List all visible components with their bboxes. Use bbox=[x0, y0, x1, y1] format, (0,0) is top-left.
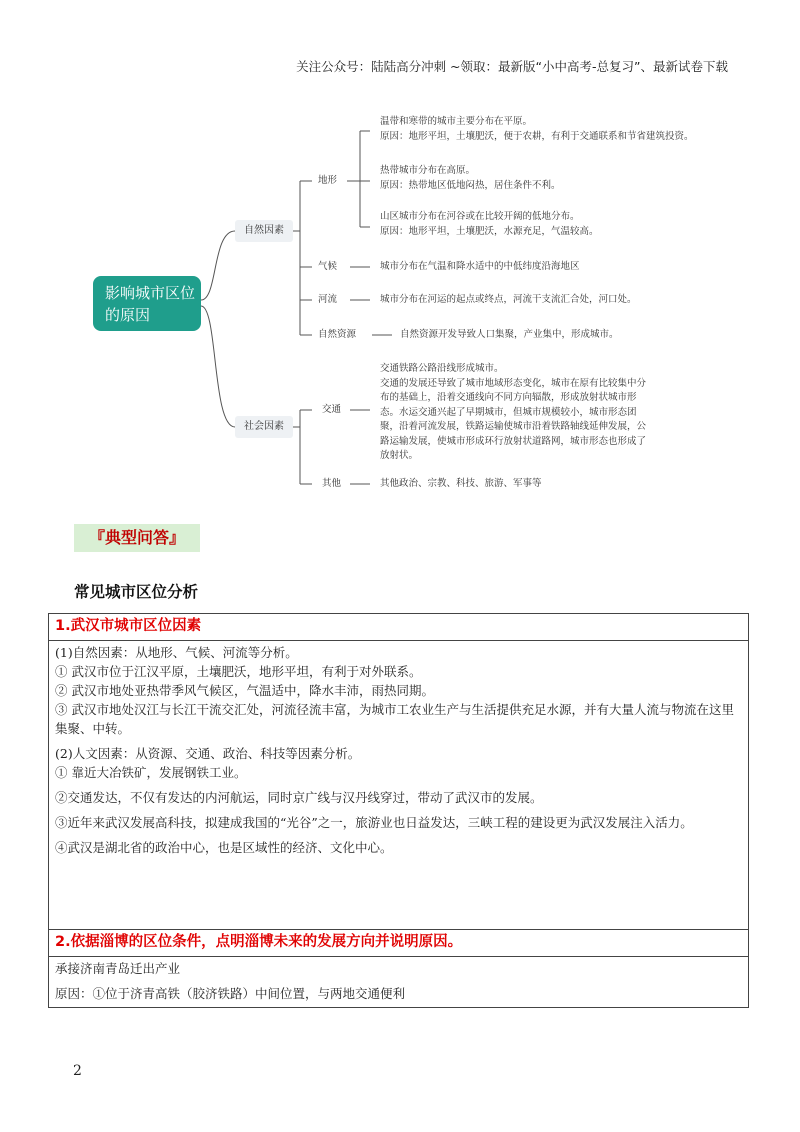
question-title: 1.武汉市城市区位因素 bbox=[49, 614, 749, 641]
question-row bbox=[49, 930, 749, 957]
node-social-factors: 社会因素 bbox=[235, 416, 293, 438]
answer-paragraph: ②交通发达，不仅有发达的内河航运，同时京广线与汉丹线穿过，带动了武汉市的发展。 bbox=[55, 790, 543, 805]
page-header: 关注公众号：陆陆高分冲刺 ~领取：最新版“小中高考-总复习”、最新试卷下载 bbox=[296, 59, 728, 74]
question-title: 2.依据淄博的区位条件，点明淄博未来的发展方向并说明原因。 bbox=[49, 930, 749, 957]
terrain-note-plains: 温带和寒带的城市主要分布在平原。 原因：地形平坦，土壤肥沃，便于农耕，有利于交通联系和节省建筑投资。 bbox=[380, 116, 694, 142]
terrain-note-valley: 山区城市分布在河谷或在比较开阔的低地分布。 原因：地形平坦，土壤肥沃，水源充足，气温较高。 bbox=[380, 211, 599, 237]
section-title: 常见城市区位分析 bbox=[74, 583, 199, 601]
node-other: 其他 bbox=[322, 478, 342, 489]
answer-cell bbox=[49, 957, 749, 1008]
typical-qa-label: 『典型问答』 bbox=[74, 524, 200, 552]
question-row bbox=[49, 614, 749, 641]
node-natural-resources: 自然资源 bbox=[318, 329, 357, 340]
answer-paragraph: ② 武汉市地处亚热带季风气候区，气温适中，降水丰沛，雨热同期。 bbox=[55, 683, 434, 698]
node-river: 河流 bbox=[318, 294, 338, 305]
connector-root-natural bbox=[201, 231, 235, 300]
node-transport: 交通 bbox=[322, 404, 342, 415]
answer-paragraph: 承接济南青岛迁出产业 bbox=[55, 961, 181, 976]
node-natural-factors: 自然因素 bbox=[235, 220, 293, 242]
answer-paragraph: ① 靠近大冶铁矿，发展钢铁工业。 bbox=[55, 765, 247, 780]
answer-paragraph: 原因：①位于济青高铁（胶济铁路）中间位置，与两地交通便利 bbox=[55, 986, 406, 1001]
terrain-note-plateau: 热带城市分布在高原。 原因：热带地区低地闷热，居住条件不利。 bbox=[380, 165, 561, 191]
resources-note: 自然资源开发导致人口集聚，产业集中，形成城市。 bbox=[400, 329, 619, 340]
connector-root-social bbox=[201, 306, 235, 427]
answer-paragraph: ③近年来武汉发展高科技，拟建成我国的“光谷”之一，旅游业也日益发达，三峡工程的建设更为武汉发展注入活力。 bbox=[55, 815, 693, 830]
answer-paragraph: ④武汉是湖北省的政治中心，也是区域性的经济、文化中心。 bbox=[55, 840, 393, 855]
answer-cell bbox=[49, 641, 749, 930]
mindmap-root: 影响城市区位的原因 bbox=[93, 276, 201, 331]
answer-paragraph: ③ 武汉市地处汉江与长江干流交汇处，河流径流丰富，为城市工农业生产与生活提供充足水源，并有大量人流与物流在这里集聚、中转。 bbox=[55, 702, 734, 736]
node-climate: 气候 bbox=[318, 261, 338, 272]
answer-row bbox=[49, 957, 749, 1008]
other-note: 其他政治、宗教、科技、旅游、军事等 bbox=[380, 478, 542, 489]
page-number: 2 bbox=[73, 1063, 82, 1079]
answer-paragraph: (1)自然因素：从地形、气候、河流等分析。 bbox=[55, 645, 298, 660]
river-note: 城市分布在河运的起点或终点，河流干支流汇合处，河口处。 bbox=[380, 294, 637, 305]
climate-note: 城市分布在气温和降水适中的中低纬度沿海地区 bbox=[380, 261, 580, 272]
node-terrain: 地形 bbox=[318, 175, 338, 186]
qa-table bbox=[48, 613, 749, 1008]
transport-note: 交通铁路公路沿线形成城市。 交通的发展还导致了城市地域形态变化，城市在原有比较集中分布的基础上，沿着交通线向不同方向辐散，形成放射状城市形态。水运交通兴起了早期城市，但城市规模较小，城市形态团聚，沿着河流发展，铁路运输使城市沿着铁路轴线延伸发展，公路运输发展，使城市形成环行放射状道路网，城市形态也形成了放射状。 bbox=[380, 363, 647, 461]
answer-paragraph: (2)人文因素：从资源、交通、政治、科技等因素分析。 bbox=[55, 746, 361, 761]
answer-row bbox=[49, 641, 749, 930]
answer-paragraph: ① 武汉市位于江汉平原，土壤肥沃，地形平坦，有利于对外联系。 bbox=[55, 664, 422, 679]
